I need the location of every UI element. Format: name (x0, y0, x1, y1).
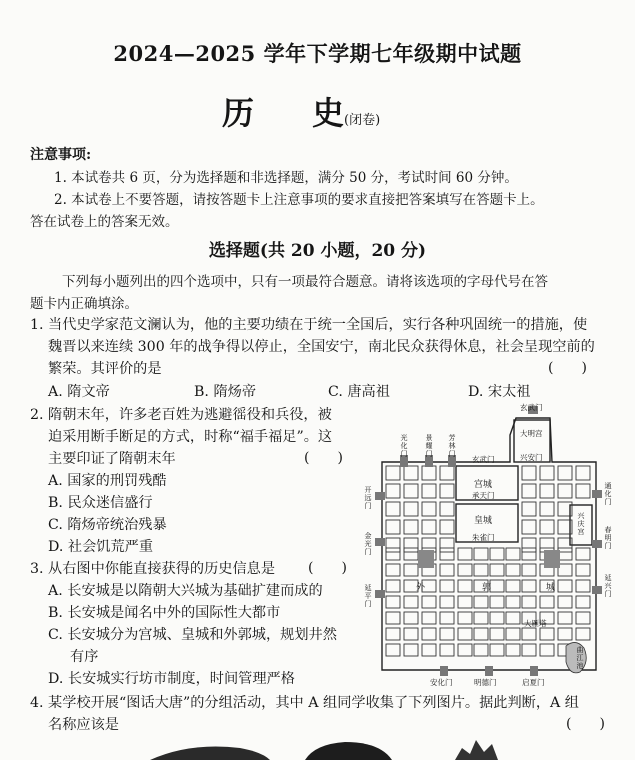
ward-block (558, 628, 572, 640)
gate-marker (440, 666, 448, 676)
ward-block (506, 628, 520, 640)
q4-line-2: 名称应该是 (48, 717, 119, 733)
ward-block (422, 466, 436, 480)
label-mingde: 明德门 (474, 678, 497, 687)
ward-block (404, 484, 418, 498)
q1-option-d[interactable]: D. 宋太祖 (468, 384, 531, 400)
ward-block (540, 484, 554, 498)
gate-marker (592, 540, 602, 548)
ward-block (474, 612, 488, 624)
ward-block (474, 564, 488, 576)
ward-block (558, 580, 572, 592)
ward-block (386, 580, 400, 592)
ward-block (540, 538, 554, 552)
subject-char-2: 史 (312, 94, 345, 132)
ward-block (522, 502, 536, 516)
ward-block (440, 502, 454, 516)
east-market (544, 550, 560, 568)
ward-block (458, 548, 472, 560)
label-xingqing: 兴庆宫 (577, 512, 585, 536)
vase-image (150, 747, 270, 760)
ward-block (540, 596, 554, 608)
label-jingyao: 景耀门 (425, 434, 433, 458)
ward-block (422, 628, 436, 640)
q1-line-1: 1. 当代史学家范文澜认为，他的主要功绩在于统一全国后，实行各种巩固统一的措施，使 (30, 317, 588, 333)
ward-block (440, 548, 454, 560)
ward-block (522, 484, 536, 498)
ward-block (490, 644, 504, 656)
gate-marker (530, 666, 538, 676)
ward-block (386, 502, 400, 516)
notice-heading: 注意事项: (30, 147, 92, 163)
q1-line-2: 魏晋以来连续 300 年的战争得以停止，全国安宁，南北民众获得休息，社会呈现空前的 (48, 339, 595, 355)
ward-block (522, 538, 536, 552)
ward-block (440, 612, 454, 624)
ward-block (522, 466, 536, 480)
ward-block (386, 484, 400, 498)
subject-char-1: 历 (222, 94, 255, 132)
ward-block (576, 548, 590, 560)
ward-block (404, 596, 418, 608)
subject-title (222, 88, 380, 134)
ward-block (440, 538, 454, 552)
ward-block (540, 502, 554, 516)
ward-block (404, 644, 418, 656)
q3-option-a[interactable]: A. 长安城是以隋朝大兴城为基础扩建而成的 (48, 583, 323, 599)
ward-block (404, 538, 418, 552)
label-guanghua: 光化门 (400, 434, 408, 458)
gate-marker (375, 492, 385, 500)
ward-block (386, 520, 400, 534)
q1-option-b[interactable]: B. 隋炀帝 (194, 384, 257, 400)
label-wai: 外 (416, 583, 426, 593)
ward-block (522, 644, 536, 656)
label-dayan: 大雁塔 (524, 619, 547, 628)
ward-block (506, 580, 520, 592)
ward-block (474, 596, 488, 608)
section-intro-1: 下列每小题列出的四个选项中，只有一项最符合题意。请将该选项的字母代号在答 (62, 274, 548, 290)
changan-map (360, 400, 618, 692)
ward-block (440, 466, 454, 480)
label-chengtian: 承天门 (472, 491, 495, 500)
notice-line-2: 2. 本试卷上不要答题，请按答题卡上注意事项的要求直接把答案填写在答题卡上。 (54, 192, 544, 208)
q3-line-1: 3. 从右图中你能直接获得的历史信息是 (30, 561, 276, 577)
ward-block (576, 580, 590, 592)
label-yanxing: 延兴门 (604, 574, 612, 598)
ward-block (386, 644, 400, 656)
ward-block (506, 564, 520, 576)
ward-block (558, 484, 572, 498)
ward-block (522, 580, 536, 592)
q4-line-1: 4. 某学校开展“图话大唐”的分组活动，其中 A 组同学收集了下列图片。据此判断，A 组 (30, 695, 579, 711)
q3-option-b[interactable]: B. 长安城是闻名中外的国际性大都市 (48, 605, 281, 621)
label-cheng: 城 (546, 583, 556, 593)
q2-line-3: 主要印证了隋朝末年 (48, 451, 176, 467)
ward-block (404, 548, 418, 560)
ward-block (440, 596, 454, 608)
ward-block (422, 538, 436, 552)
ward-block (458, 564, 472, 576)
notice-line-1: 1. 本试卷共 6 页，分为选择题和非选择题，满分 50 分，考试时间 60 分钟。 (54, 170, 518, 186)
ward-block (506, 548, 520, 560)
ward-block (558, 466, 572, 480)
label-xuanwu2: 玄武门 (472, 455, 495, 464)
ward-block (440, 580, 454, 592)
q2-line-2: 迫采用断手断足的方式，时称“福手福足”。这 (48, 429, 333, 445)
ward-block (576, 564, 590, 576)
ward-block (440, 628, 454, 640)
ward-block (558, 548, 572, 560)
ward-block (422, 520, 436, 534)
sculpture-image (455, 740, 498, 760)
ward-block (558, 564, 572, 576)
ward-block (540, 520, 554, 534)
q3-option-c[interactable]: C. 长安城分为宫城、皇城和外郭城，规划井然 (48, 627, 337, 643)
ward-block (440, 564, 454, 576)
ward-block (558, 596, 572, 608)
exam-title: 2024—2025 学年下学期七年级期中试题 (113, 41, 522, 66)
ward-block (404, 628, 418, 640)
ward-block (422, 484, 436, 498)
ward-block (404, 502, 418, 516)
q2-option-b[interactable]: B. 民众迷信盛行 (48, 495, 153, 511)
label-qujiang: 曲江池 (576, 646, 584, 670)
label-jinguang: 金光门 (364, 532, 372, 556)
ward-block (540, 644, 554, 656)
ward-block (490, 628, 504, 640)
ward-block (404, 612, 418, 624)
label-daming: 大明宫 (520, 429, 543, 438)
ward-block (490, 580, 504, 592)
q3-option-c-cont: 有序 (70, 649, 99, 665)
ward-block (458, 644, 472, 656)
ward-block (506, 612, 520, 624)
label-xingan: 兴安门 (520, 453, 543, 462)
label-fanglin: 芳林门 (448, 434, 456, 458)
ward-block (540, 466, 554, 480)
ward-block (422, 612, 436, 624)
gate-marker (375, 590, 385, 598)
q2-answer-paren: ( ) (304, 450, 343, 466)
ward-block (474, 548, 488, 560)
ward-block (576, 466, 590, 480)
ward-block (386, 612, 400, 624)
ward-block (386, 596, 400, 608)
ward-block (576, 628, 590, 640)
label-kaiyuan: 开远门 (364, 486, 372, 510)
label-yanping: 延平门 (364, 584, 372, 608)
ward-block (440, 644, 454, 656)
label-gongcheng: 宫城 (474, 480, 493, 490)
gate-marker (592, 586, 602, 594)
ward-block (576, 484, 590, 498)
gate-marker (485, 666, 493, 676)
q4-pictures (0, 734, 635, 760)
section-title: 选择题(共 20 小题，20 分) (208, 241, 427, 261)
ward-block (386, 466, 400, 480)
ward-block (522, 520, 536, 534)
notice-line-3: 答在试卷上的答案无效。 (30, 214, 179, 230)
ward-block (404, 564, 418, 576)
q1-answer-paren: ( ) (548, 360, 587, 376)
ward-block (386, 564, 400, 576)
ward-block (490, 564, 504, 576)
q3-answer-paren: ( ) (308, 560, 347, 576)
ward-block (422, 644, 436, 656)
ward-block (458, 580, 472, 592)
ward-block (386, 628, 400, 640)
label-guo: 郭 (482, 583, 492, 593)
ward-block (440, 520, 454, 534)
west-market (418, 550, 434, 568)
q1-option-a[interactable]: A. 隋文帝 (48, 384, 110, 400)
gate-marker (592, 490, 602, 498)
ward-block (506, 644, 520, 656)
q2-option-c[interactable]: C. 隋炀帝统治残暴 (48, 517, 167, 533)
q1-option-c[interactable]: C. 唐高祖 (328, 384, 390, 400)
ward-block (458, 612, 472, 624)
ward-block (522, 564, 536, 576)
q2-line-1: 2. 隋朝末年，许多老百姓为逃避徭役和兵役，被 (30, 407, 332, 423)
ward-block (490, 612, 504, 624)
gate-marker (375, 538, 385, 546)
label-huangcheng: 皇城 (474, 516, 493, 526)
q4-answer-paren: ( ) (566, 716, 605, 732)
ward-block (404, 520, 418, 534)
ward-block (474, 628, 488, 640)
ward-block (422, 596, 436, 608)
ward-block (386, 548, 400, 560)
label-zhuque: 朱雀门 (472, 533, 495, 542)
q2-option-a[interactable]: A. 国家的刑罚残酷 (48, 473, 167, 489)
ward-block (490, 548, 504, 560)
figurine-image (305, 742, 392, 760)
ward-block (558, 612, 572, 624)
ward-block (490, 596, 504, 608)
ward-block (522, 548, 536, 560)
q3-option-d[interactable]: D. 长安城实行坊市制度，时间管理严格 (48, 671, 295, 687)
label-qixia: 启夏门 (522, 678, 545, 687)
ward-block (576, 596, 590, 608)
closed-book-label: (闭卷) (344, 113, 381, 128)
q2-option-d[interactable]: D. 社会饥荒严重 (48, 539, 154, 555)
ward-block (440, 484, 454, 498)
ward-block (404, 466, 418, 480)
ward-block (576, 612, 590, 624)
label-xuanwu: 玄武门 (520, 403, 543, 412)
ward-block (458, 596, 472, 608)
section-intro-2: 题卡内正确填涂。 (30, 296, 138, 312)
ward-block (522, 596, 536, 608)
ward-block (540, 628, 554, 640)
label-chunming: 春明门 (604, 526, 612, 550)
ward-block (474, 644, 488, 656)
ward-block (422, 502, 436, 516)
ward-block (386, 538, 400, 552)
ward-block (506, 596, 520, 608)
label-tonghua: 通化门 (604, 482, 612, 506)
q1-line-3: 繁荣。其评价的是 (48, 361, 162, 377)
ward-block (522, 628, 536, 640)
label-anhua: 安化门 (430, 678, 453, 687)
ward-block (458, 628, 472, 640)
